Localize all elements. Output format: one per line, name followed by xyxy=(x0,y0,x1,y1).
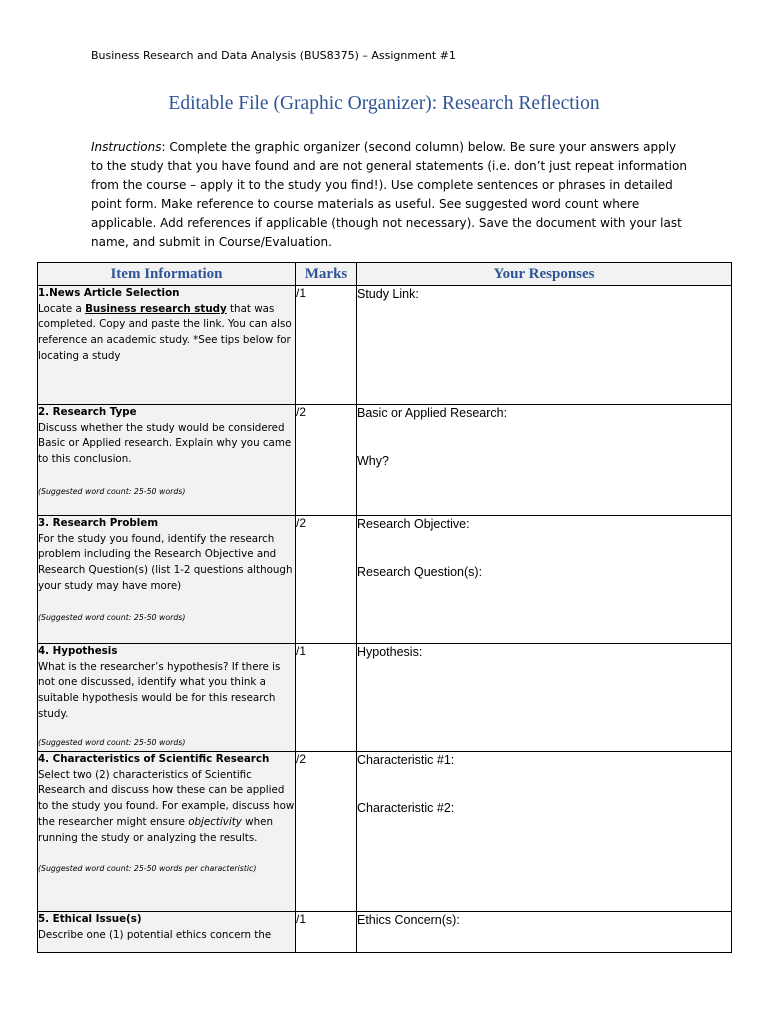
marks-cell: /2 xyxy=(296,516,357,644)
table-row xyxy=(38,516,732,644)
item-info-cell xyxy=(38,752,296,912)
suggested-word-count: (Suggested word count: 25-50 words per characteristic) xyxy=(38,864,257,874)
instructions-label: Instructions xyxy=(91,140,162,154)
table-header-row xyxy=(38,263,732,286)
header-your-responses: Your Responses xyxy=(357,263,732,286)
course-header: Business Research and Data Analysis (BUS8375) – Assignment #1 xyxy=(91,49,456,62)
item-info-cell xyxy=(38,286,296,405)
response-prompt: Basic or Applied Research: xyxy=(357,406,508,420)
marks-cell: /2 xyxy=(296,752,357,912)
item-description xyxy=(38,768,295,847)
page-title: Editable File (Graphic Organizer): Research Reflection xyxy=(168,93,600,114)
response-prompt: Characteristic #2: xyxy=(357,801,455,815)
item-info-cell xyxy=(38,912,296,953)
marks-cell: /2 xyxy=(296,405,357,516)
header-marks: Marks xyxy=(296,263,357,286)
response-cell[interactable] xyxy=(357,405,732,516)
item-description: Discuss whether the study would be considered Basic or Applied research. Explain why you came to this conclusion. xyxy=(38,421,292,466)
item-info-cell xyxy=(38,516,296,644)
response-cell[interactable] xyxy=(357,644,732,752)
response-prompt: Hypothesis: xyxy=(357,645,423,659)
desc-text: that was completed. Copy and paste the link. You can also reference an academic study. *See tips below for locating a study xyxy=(38,302,292,362)
item-title: 3. Research Problem xyxy=(38,517,159,529)
item-title: 1.News Article Selection xyxy=(38,287,180,299)
item-title: 4. Characteristics of Scientific Research xyxy=(38,753,270,765)
item-info-cell xyxy=(38,644,296,752)
graphic-organizer-table xyxy=(37,262,732,953)
response-prompt: Characteristic #1: xyxy=(357,753,455,767)
suggested-word-count: (Suggested word count: 25-50 words) xyxy=(38,612,186,622)
response-cell[interactable] xyxy=(357,912,732,953)
marks-cell: /1 xyxy=(296,912,357,953)
response-prompt: Why? xyxy=(357,454,389,468)
desc-text: when running the study or analyzing the results. xyxy=(38,815,273,844)
response-prompt: Study Link: xyxy=(357,287,419,301)
desc-emphasis: objectivity xyxy=(188,815,242,828)
item-title: 2. Research Type xyxy=(38,406,137,418)
header-item-information: Item Information xyxy=(38,263,296,286)
item-description xyxy=(38,302,295,365)
table-row xyxy=(38,286,732,405)
response-prompt: Ethics Concern(s): xyxy=(357,913,460,927)
item-description: Describe one (1) potential ethics concern the xyxy=(38,928,272,941)
table-row xyxy=(38,912,732,953)
table-row xyxy=(38,752,732,912)
item-info-cell xyxy=(38,405,296,516)
business-research-study-link[interactable]: Business research study xyxy=(85,302,227,315)
item-title: 5. Ethical Issue(s) xyxy=(38,913,142,925)
suggested-word-count: (Suggested word count: 25-50 words) xyxy=(38,486,186,496)
item-description: What is the researcher’s hypothesis? If there is not one discussed, identify what you think a suitable hypothesis would be for this research study. xyxy=(38,660,281,720)
instructions-text: : Complete the graphic organizer (second column) below. Be sure your answers apply to the study that you have found and are not general statements (i.e. don’t just repeat information from the course – apply it to the study you find!). Use complete sentences or phrases in detailed point form. Make reference to course materials as useful. See suggested word count where applicable. Add references if applicable (though not necessary). Save the document with your last name, and submit in Course/Evaluation. xyxy=(91,140,687,249)
response-cell[interactable] xyxy=(357,752,732,912)
table-row xyxy=(38,405,732,516)
marks-cell: /1 xyxy=(296,286,357,405)
table-row xyxy=(38,644,732,752)
desc-text: Select two (2) characteristics of Scientific Research and discuss how these can be applied to the study you found. For example, discuss how the researcher might ensure xyxy=(38,768,295,828)
instructions xyxy=(91,138,691,251)
item-title: 4. Hypothesis xyxy=(38,645,118,657)
item-description: For the study you found, identify the research problem including the Research Objective and Research Question(s) (list 1-2 questions although your study may have more) xyxy=(38,532,293,592)
response-prompt: Research Question(s): xyxy=(357,565,483,579)
response-cell[interactable] xyxy=(357,516,732,644)
suggested-word-count: (Suggested word count: 25-50 words) xyxy=(38,737,186,747)
desc-text: Locate a xyxy=(38,302,86,315)
marks-cell: /1 xyxy=(296,644,357,752)
response-cell[interactable] xyxy=(357,286,732,405)
response-prompt: Research Objective: xyxy=(357,517,470,531)
